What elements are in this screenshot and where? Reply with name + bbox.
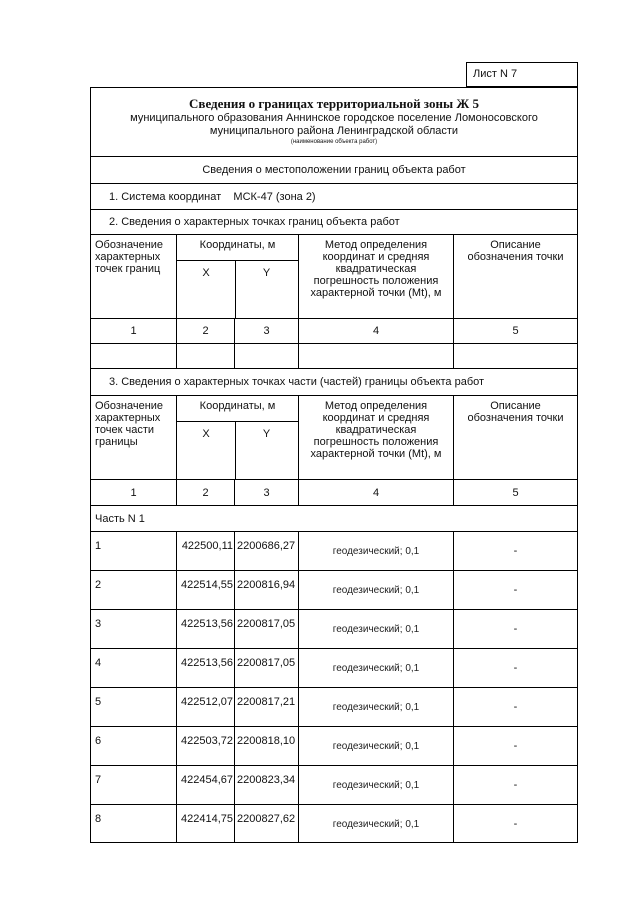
point-number: 5 <box>91 688 177 726</box>
table2-numbers <box>91 319 577 344</box>
point-x: 422503,72 <box>177 727 235 765</box>
table2-col-x: X <box>202 267 210 279</box>
table2-header <box>91 235 577 319</box>
point-desc: - <box>513 701 518 713</box>
title-line-1: муниципального образования Аннинское городское поселение Ломоносовского <box>130 112 538 124</box>
point-y: 2200827,62 <box>235 805 299 843</box>
point-desc: - <box>513 662 518 674</box>
point-number: 3 <box>91 610 177 648</box>
point-desc: - <box>513 779 518 791</box>
sheet-number: Лист N 7 <box>466 62 578 87</box>
table2-num-2: 2 <box>177 319 235 343</box>
point-number: 4 <box>91 649 177 687</box>
point-y: 2200818,10 <box>235 727 299 765</box>
point-y: 2200823,34 <box>235 766 299 804</box>
point-x: 422514,55 <box>177 571 235 609</box>
point-desc: - <box>513 545 518 557</box>
point-method: геодезический; 0,1 <box>299 532 454 570</box>
section-3-text: 3. Сведения о характерных точках части (частей) границы объекта работ <box>109 376 485 388</box>
table2-coords-label: Координаты, м <box>199 239 276 251</box>
table-row <box>91 688 577 727</box>
table3-num-4: 4 <box>299 480 454 505</box>
table2-col-coords <box>177 235 299 318</box>
point-number: 1 <box>91 532 177 570</box>
point-method: геодезический; 0,1 <box>299 766 454 804</box>
table-row <box>91 571 577 610</box>
point-desc: - <box>513 623 518 635</box>
point-number: 6 <box>91 727 177 765</box>
point-number: 2 <box>91 571 177 609</box>
table3-coords-label: Координаты, м <box>199 400 276 412</box>
point-x: 422512,07 <box>177 688 235 726</box>
point-desc: - <box>513 740 518 752</box>
table3-col-method: Метод определения координат и средняя квадратическая погрешность положения характерной точки (Mt), м <box>299 396 454 479</box>
title-block <box>91 88 577 157</box>
location-header-text: Сведения о местоположении границ объекта работ <box>202 163 466 176</box>
section-2-text: 2. Сведения о характерных точках границ объекта работ <box>109 216 400 228</box>
point-x: 422414,75 <box>177 805 235 843</box>
table2-num-4: 4 <box>299 319 454 343</box>
location-header <box>91 156 577 184</box>
title-line-2: муниципального района Ленинградской области <box>209 125 459 137</box>
point-method: геодезический; 0,1 <box>299 727 454 765</box>
table3-col-x: X <box>202 428 210 440</box>
table3-num-1: 1 <box>91 480 177 505</box>
point-y: 2200817,05 <box>235 610 299 648</box>
point-x: 422513,56 <box>177 610 235 648</box>
table3-num-2: 2 <box>177 480 235 505</box>
title-note: (наименование объекта работ) <box>290 139 378 145</box>
table3-header <box>91 396 577 480</box>
point-number: 7 <box>91 766 177 804</box>
section-2 <box>91 210 577 235</box>
point-x: 422454,67 <box>177 766 235 804</box>
table2-col-desc: Описание обозначения точки <box>467 239 564 263</box>
point-y: 2200686,27 <box>235 532 299 570</box>
point-desc: - <box>513 584 518 596</box>
table3-num-3: 3 <box>235 480 299 505</box>
point-y: 2200817,21 <box>235 688 299 726</box>
table3-num-5: 5 <box>512 486 519 499</box>
table-row <box>91 805 577 843</box>
table3-col-coords <box>177 396 299 479</box>
point-method: геодезический; 0,1 <box>299 571 454 609</box>
table-row <box>91 766 577 805</box>
page-title: Сведения о границах территориальной зоны Ж 5 <box>189 96 479 111</box>
table2-col-method: Метод определения координат и средняя квадратическая погрешность положения характерной точки (Mt), м <box>299 235 454 318</box>
section-1 <box>91 184 577 210</box>
table2-num-1: 1 <box>91 319 177 343</box>
table2-col-point: Обозначение характерных точек границ <box>91 235 177 318</box>
table-row <box>91 649 577 688</box>
table3-col-y: Y <box>262 428 271 440</box>
point-x: 422500,11 <box>177 532 235 570</box>
document-frame <box>90 87 578 843</box>
table-row <box>91 727 577 766</box>
point-method: геодезический; 0,1 <box>299 805 454 843</box>
point-method: геодезический; 0,1 <box>299 649 454 687</box>
section-1-text: 1. Система координат МСК-47 (зона 2) <box>109 190 316 203</box>
table2-num-5: 5 <box>512 325 519 337</box>
point-y: 2200817,05 <box>235 649 299 687</box>
table3-col-point: Обозначение характерных точек части границы <box>91 396 177 479</box>
table3-col-desc: Описание обозначения точки <box>467 400 564 424</box>
point-method: геодезический; 0,1 <box>299 610 454 648</box>
point-y: 2200816,94 <box>235 571 299 609</box>
part-label-text: Часть N 1 <box>95 512 145 525</box>
section-3 <box>91 369 577 396</box>
point-number: 8 <box>91 805 177 843</box>
table2-num-3: 3 <box>235 319 299 343</box>
table3-numbers <box>91 480 577 506</box>
table-row <box>91 532 577 571</box>
point-method: геодезический; 0,1 <box>299 688 454 726</box>
table2-empty-row <box>91 344 577 369</box>
table2-col-y: Y <box>262 267 271 279</box>
part-label <box>91 506 577 532</box>
table-row <box>91 610 577 649</box>
point-x: 422513,56 <box>177 649 235 687</box>
point-desc: - <box>513 818 518 830</box>
